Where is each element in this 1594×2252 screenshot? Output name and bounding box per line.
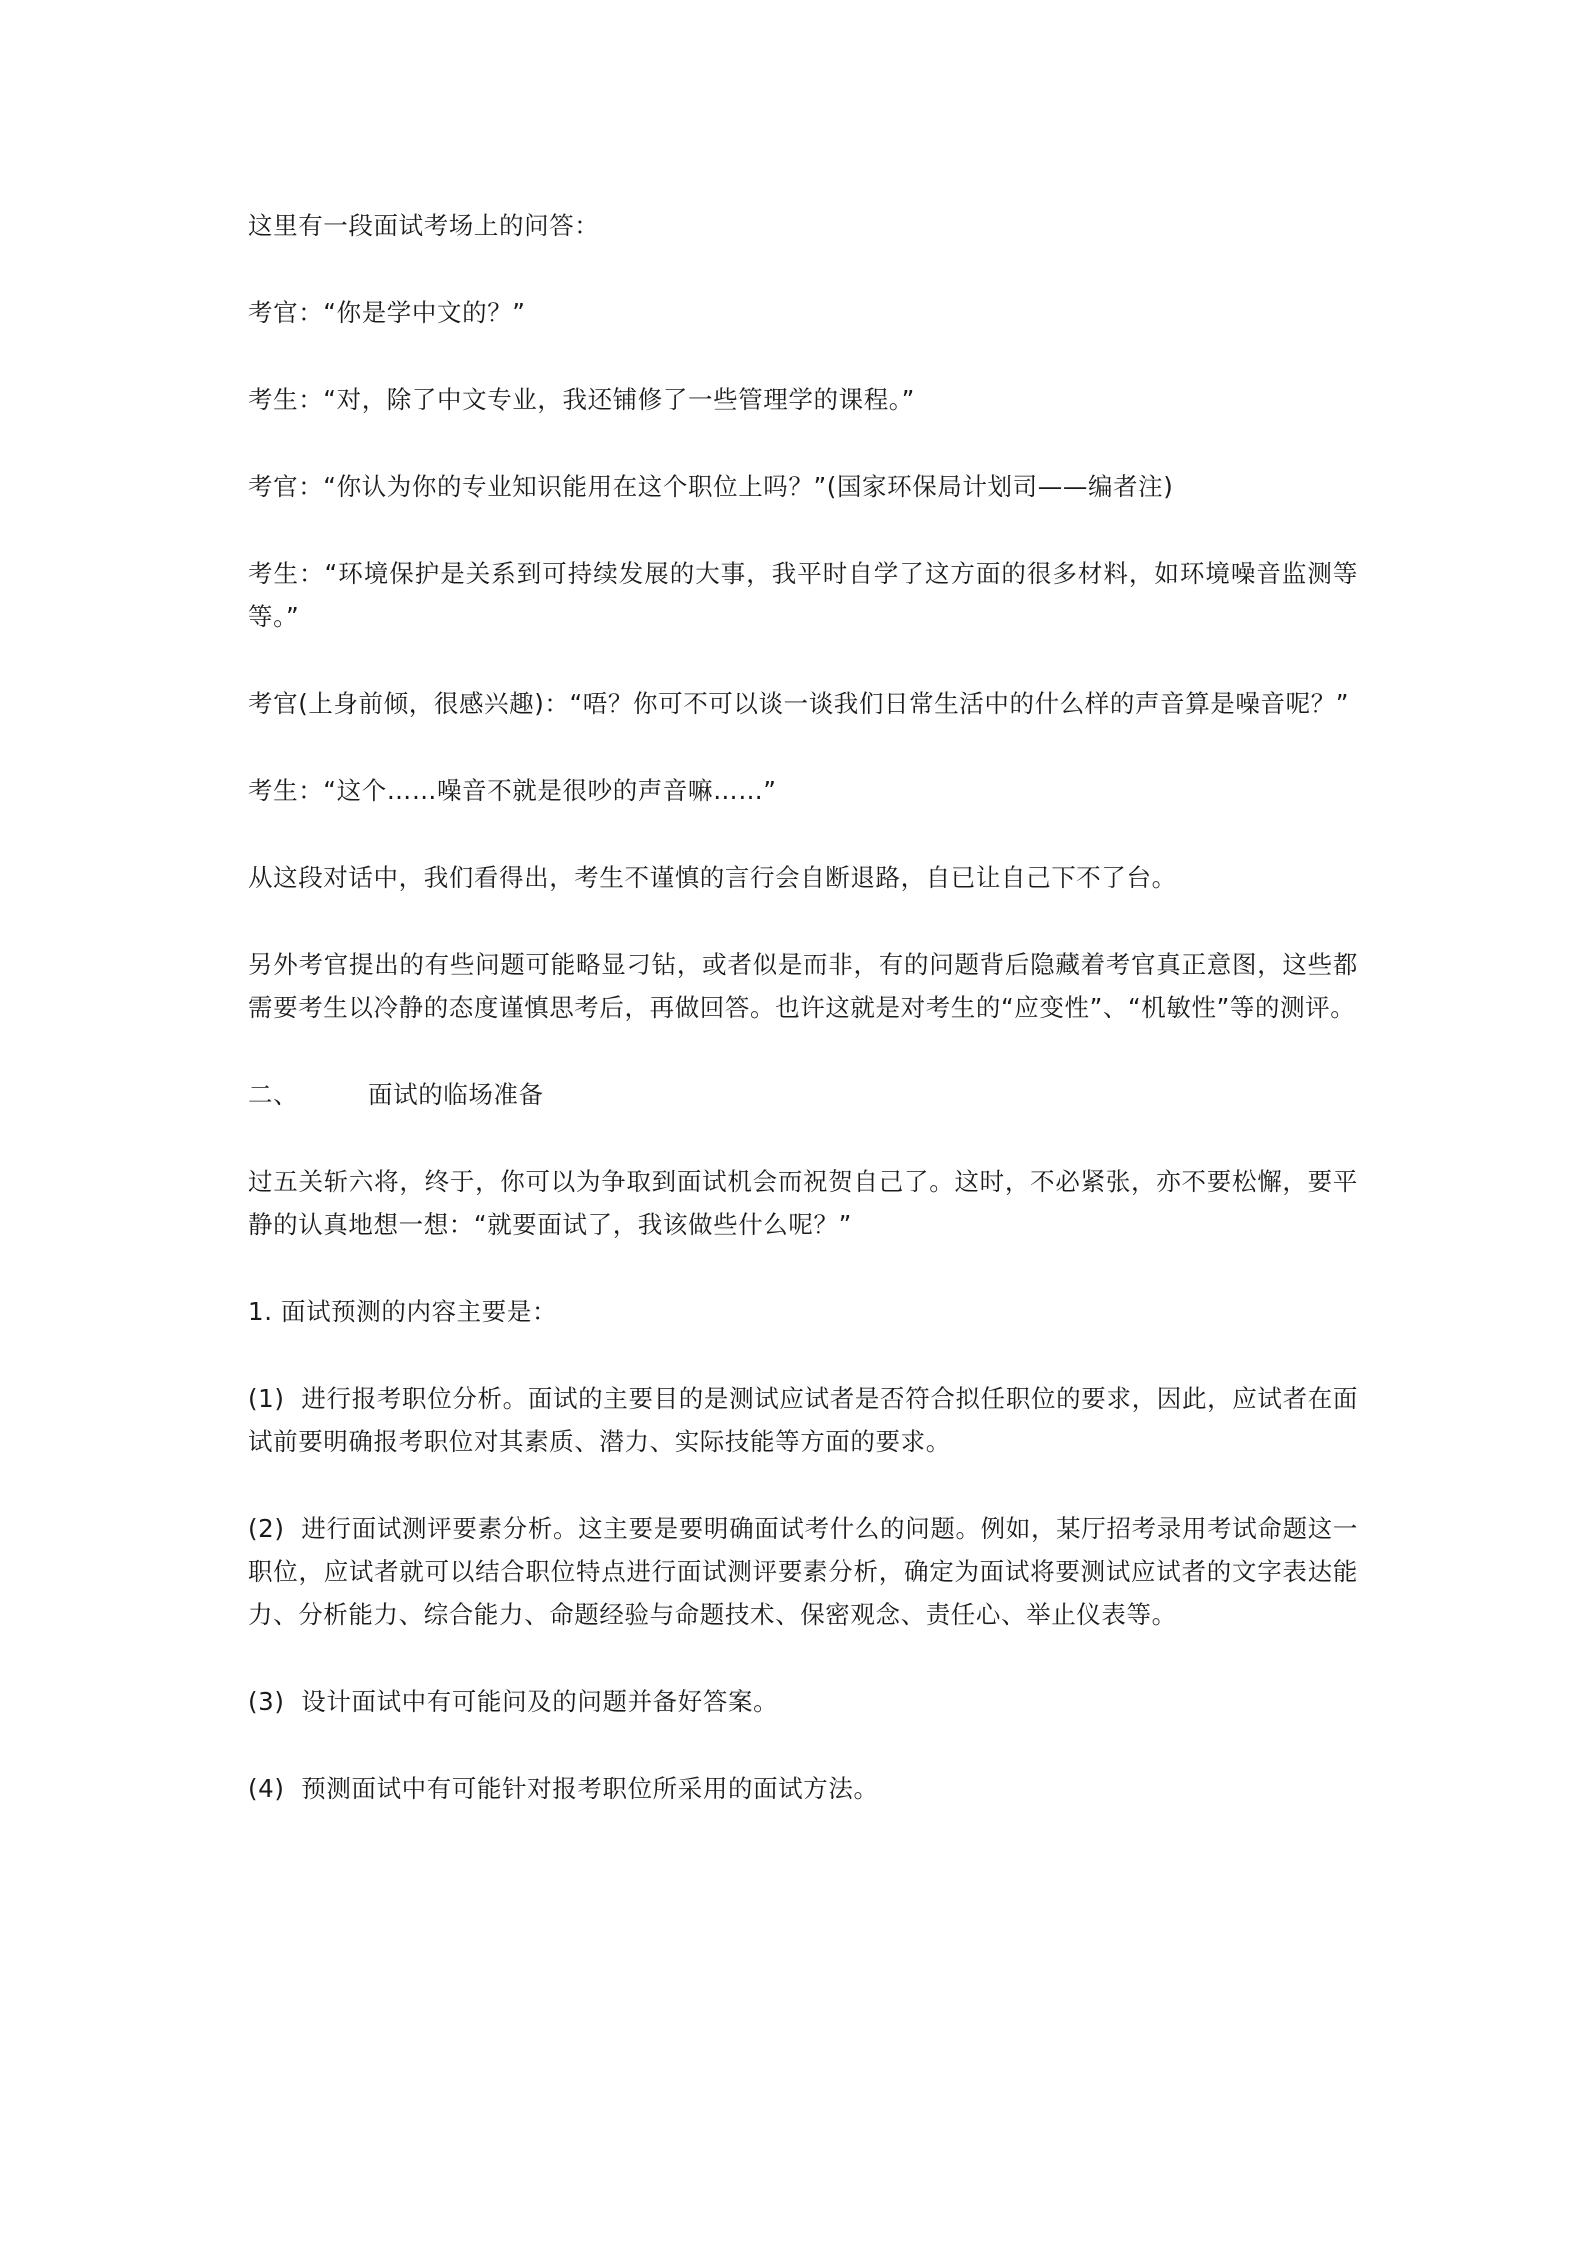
paragraph-examiner-q3: 考官(上身前倾，很感兴趣)：“唔？你可不可以谈一谈我们日常生活中的什么样的声音算是噪音呢？”: [248, 689, 1350, 718]
paragraph-note: 另外考官提出的有些问题可能略显刁钻，或者似是而非，有的问题背后隐藏着考官真正意图，这些都需要考生以冷静的态度谨慎思考后，再做回答。也许这就是对考生的“应变性”、“机敏性”等的测评。: [248, 950, 1358, 1022]
paragraph-candidate-a1: 考生：“对，除了中文专业，我还铺修了一些管理学的课程。”: [248, 385, 915, 414]
paragraph-examiner-q2: 考官：“你认为你的专业知识能用在这个职位上吗？”(国家环保局计划司——编者注): [248, 472, 1174, 501]
section-heading: [248, 1073, 1358, 1116]
section-heading-number: 二、: [248, 1080, 299, 1109]
section-heading-title: 面试的临场准备: [368, 1080, 544, 1109]
list-item-1: (1) 进行报考职位分析。面试的主要目的是测试应试者是否符合拟任职位的要求，因此，应试者在面试前要明确报考职位对其素质、潜力、实际技能等方面的要求。: [248, 1384, 1358, 1456]
paragraph-conclusion: 从这段对话中，我们看得出，考生不谨慎的言行会自断退路，自已让自己下不了台。: [248, 863, 1177, 892]
paragraph-candidate-a3: 考生：“这个……噪音不就是很吵的声音嘛……”: [248, 776, 777, 805]
list-heading: 1. 面试预测的内容主要是：: [248, 1297, 558, 1326]
paragraph-intro: 这里有一段面试考场上的问答：: [248, 211, 600, 240]
document-body: [248, 204, 1358, 1810]
list-item-2: (2) 进行面试测评要素分析。这主要是要明确面试考什么的问题。例如，某厅招考录用考试命题这一职位，应试者就可以结合职位特点进行面试测评要素分析，确定为面试将要测试应试者的文字表达能力、分析能力、综合能力、命题经验与命题技术、保密观念、责任心、举止仪表等。: [248, 1514, 1358, 1629]
list-item-4: (4) 预测面试中有可能针对报考职位所采用的面试方法。: [248, 1774, 879, 1803]
list-item-3: (3) 设计面试中有可能问及的问题并备好答案。: [248, 1687, 779, 1716]
paragraph-preparation: 过五关斩六将，终于，你可以为争取到面试机会而祝贺自己了。这时，不必紧张，亦不要松懈，要平静的认真地想一想：“就要面试了，我该做些什么呢？”: [248, 1167, 1358, 1239]
paragraph-examiner-q1: 考官：“你是学中文的？”: [248, 298, 526, 327]
paragraph-candidate-a2: 考生：“环境保护是关系到可持续发展的大事，我平时自学了这方面的很多材料，如环境噪音监测等等。”: [248, 559, 1358, 631]
